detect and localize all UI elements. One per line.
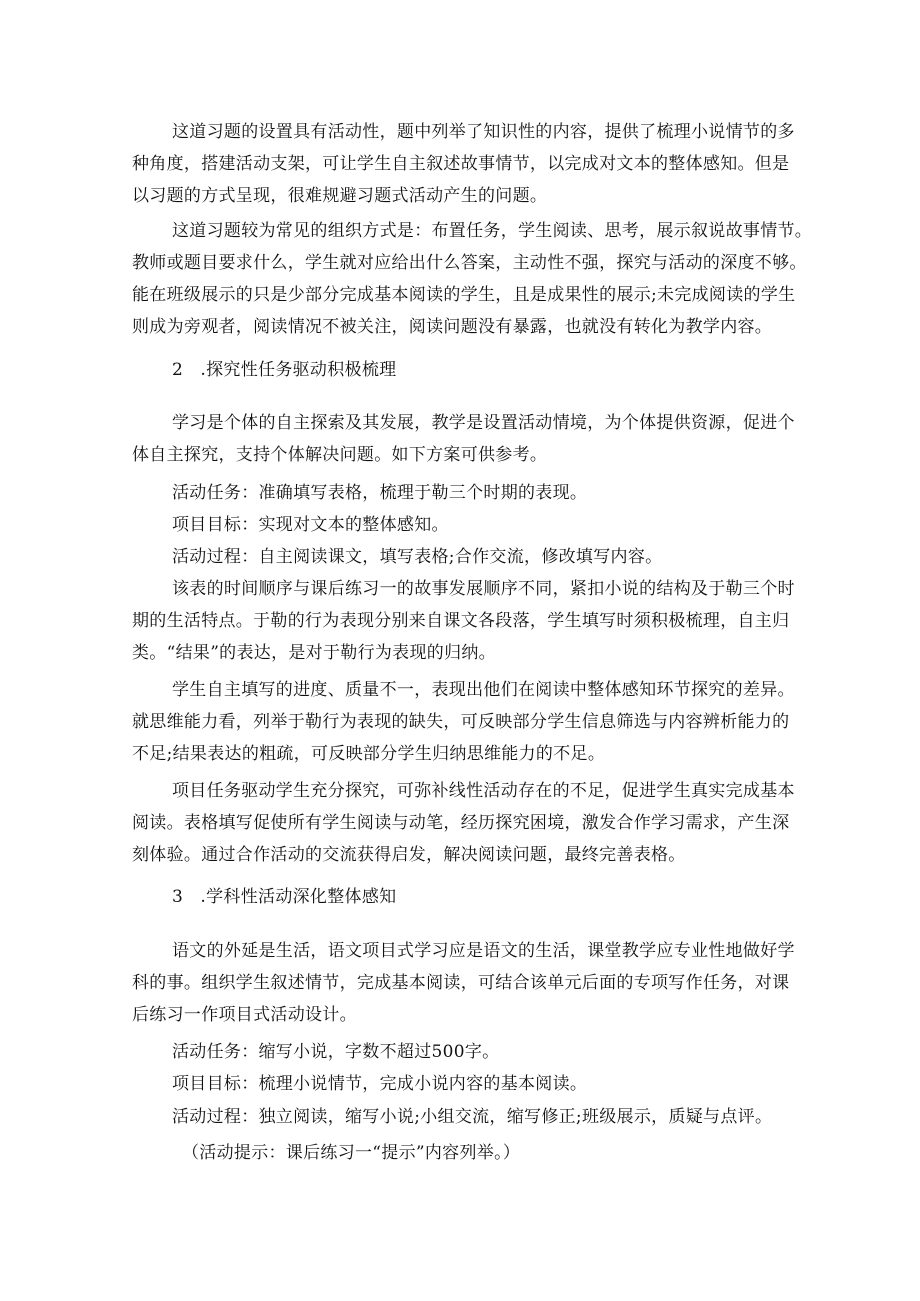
activity-task-line-2: 活动任务：缩写小说，字数不超过500字。 [172, 1042, 500, 1062]
paragraph-7-line-3: 类。“结果”的表达，是对于勒行为表现的归纳。 [132, 643, 496, 663]
paragraph-2-line-3: 能在班级展示的只是少部分完成基本阅读的学生，且是成果性的展示;未完成阅读的学生 [132, 285, 796, 305]
paragraph-1-line-3: 以习题的方式呈现，很难规避习题式活动产生的问题。 [132, 186, 548, 206]
paragraph-2-line-2: 教师或题目要求什么，学生就对应给出什么答案，主动性不强，探究与活动的深度不够。 [132, 253, 807, 273]
section-heading-2: 2 .探究性任务驱动积极梳理 [172, 360, 397, 380]
paragraph-3-line-1: 学习是个体的自主探索及其发展，教学是设置活动情境，为个体提供资源，促进个 [172, 413, 795, 433]
activity-hint-line: （活动提示：课后练习一“提示”内容列举。） [182, 1143, 521, 1163]
paragraph-1-line-1: 这道习题的设置具有活动性，题中列举了知识性的内容，提供了梳理小说情节的多 [172, 122, 795, 142]
activity-task-line: 活动任务：准确填写表格，梳理于勒三个时期的表现。 [172, 483, 588, 503]
paragraph-8-line-3: 不足;结果表达的粗疏，可反映部分学生归纳思维能力的不足。 [132, 744, 606, 764]
section-heading-3: 3 .学科性活动深化整体感知 [172, 887, 397, 907]
paragraph-7-line-1: 该表的时间顺序与课后练习一的故事发展顺序不同，紧扣小说的结构及于勒三个时 [172, 579, 795, 599]
paragraph-8-line-2: 就思维能力看，列举于勒行为表现的缺失，可反映部分学生信息筛选与内容辨析能力的 [132, 712, 790, 732]
project-goal-line: 项目目标：实现对文本的整体感知。 [172, 515, 449, 535]
project-goal-line-2: 项目目标：梳理小说情节，完成小说内容的基本阅读。 [172, 1074, 588, 1094]
paragraph-9-line-1: 项目任务驱动学生充分探究，可弥补线性活动存在的不足，促进学生真实完成基本 [172, 781, 795, 801]
paragraph-8-line-1: 学生自主填写的进度、质量不一，表现出他们在阅读中整体感知环节探究的差异。 [172, 680, 795, 700]
paragraph-7-line-2: 期的生活特点。于勒的行为表现分别来自课文各段落，学生填写时须积极梳理，自主归 [132, 611, 790, 631]
paragraph-9-line-3: 刻体验。通过合作活动的交流获得启发，解决阅读问题，最终完善表格。 [132, 845, 686, 865]
paragraph-2-line-4: 则成为旁观者，阅读情况不被关注，阅读问题没有暴露，也就没有转化为教学内容。 [132, 317, 773, 337]
paragraph-1-line-2: 种角度，搭建活动支架，可让学生自主叙述故事情节，以完成对文本的整体感知。但是 [132, 154, 790, 174]
activity-process-line-2: 活动过程：独立阅读，缩写小说;小组交流，缩写修正;班级展示，质疑与点评。 [172, 1107, 773, 1127]
paragraph-3-line-2: 体自主探究，支持个体解决问题。如下方案可供参考。 [132, 445, 548, 465]
paragraph-10-line-1: 语文的外延是生活，语文项目式学习应是语文的生活，课堂教学应专业性地做好学 [172, 941, 795, 961]
paragraph-10-line-2: 科的事。组织学生叙述情节，完成基本阅读，可结合该单元后面的专项写作任务，对课 [132, 973, 790, 993]
paragraph-10-line-3: 后练习一作项目式活动设计。 [132, 1005, 357, 1025]
paragraph-9-line-2: 阅读。表格填写促使所有学生阅读与动笔，经历探究困境，激发合作学习需求，产生深 [132, 813, 790, 833]
activity-process-line: 活动过程：自主阅读课文，填写表格;合作交流，修改填写内容。 [172, 547, 663, 567]
paragraph-2-line-1: 这道习题较为常见的组织方式是：布置任务，学生阅读、思考，展示叙说故事情节。 [172, 221, 813, 241]
